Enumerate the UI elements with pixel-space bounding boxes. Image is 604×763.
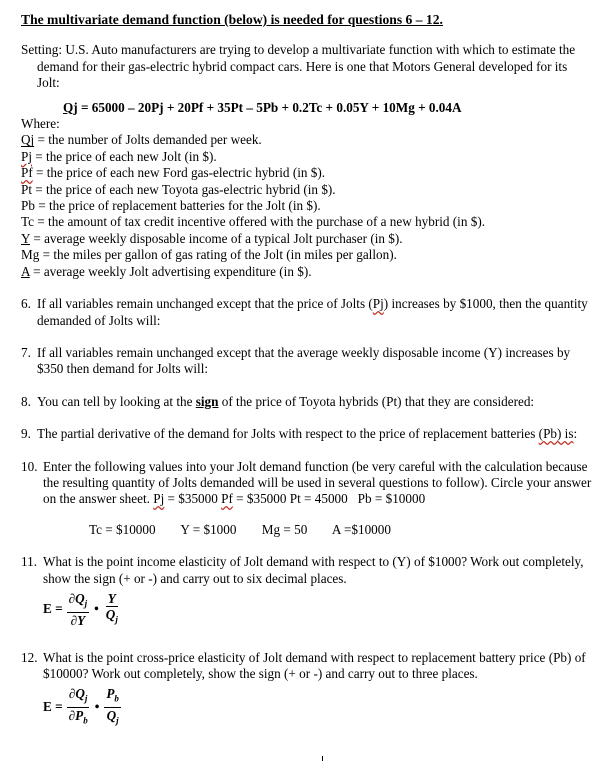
pf-value: = $35000 [232,491,290,507]
definition-text: = the number of Jolts demanded per week. [34,132,262,148]
definition-symbol: Pb [21,198,35,214]
definition-list [21,132,593,280]
question-text: Enter the following values into your Jolt demand function (be very careful with the calculation because the resulting quantity of Jolts demanded will be used in several questions to follow). Circle your answer on the answer sheet. [43,458,592,507]
question-number: 10. [21,458,38,474]
subscript: j [84,598,88,609]
definition-symbol: Mg [21,247,40,263]
question-number: 11. [21,554,37,570]
pb-symbol: (Pb) is [538,426,574,442]
definition-pb [21,198,593,214]
question-text: You can tell by looking at the [37,393,196,409]
equation-rhs: = 65000 – 20Pj + 20Pf + 35Pt – 5Pb + 0.2Tc + 0.05Y + 10Mg + 0.04A [77,99,462,115]
pt-value: Pt = 45000 [289,491,348,507]
question-7 [21,345,593,378]
a-value: A =$10000 [331,521,391,537]
question-number: 9. [21,426,31,442]
equation-lhs: Qj [63,99,78,115]
partial-derivative-fraction [67,686,90,728]
question-text: : [573,426,578,442]
definition-text: = the price of each new Jolt (in $). [32,148,217,164]
subscript: j [116,715,119,726]
pb-value: Pb = $10000 [357,491,426,507]
denominator: ∂P [68,708,84,724]
question-10-values [21,522,593,538]
pf-symbol: Pf [221,491,233,507]
where-label: Where: [21,116,60,132]
demand-equation [21,100,593,116]
denominator: Q [105,606,116,622]
question-text: If all variables remain unchanged except that the price of Jolts ( [37,296,373,312]
elasticity-label: E = [43,699,63,715]
numerator: ∂Q [68,686,85,702]
numerator: P [106,686,115,702]
numerator: Y [107,590,116,606]
tc-value: Tc = $10000 [89,521,156,537]
question-6 [21,296,593,329]
numerator: ∂Q [68,590,85,606]
question-number: 8. [21,393,31,409]
definition-pf [21,165,593,181]
question-number: 7. [21,344,31,360]
income-elasticity-formula [43,591,593,628]
question-8 [21,394,593,410]
question-11 [21,554,593,587]
definition-text: = the price of each new Ford gas-electric hybrid (in $). [32,165,326,181]
y-value: Y = $1000 [180,521,237,537]
subscript: b [114,694,119,705]
definition-mg [21,247,593,263]
definition-text: = the amount of tax credit incentive offered with the purchase of a new hybrid (in $). [34,214,486,230]
definition-text: = the miles per gallon of gas rating of the Jolt (in miles per gallon). [39,247,397,263]
ratio-fraction [104,591,120,628]
setting-paragraph: Setting: U.S. Auto manufacturers are trying to develop a multivariate function with which to estimate the demand for their gas-electric hybrid compact cars. Here is one that Motors General developed for its Jolt: [21,42,576,91]
question-12 [21,650,593,683]
definition-text: = average weekly Jolt advertising expenditure (in $). [29,263,312,279]
denominator: ∂Y [70,612,86,628]
definition-symbol: Qj [21,132,35,148]
multiply-dot: • [94,699,100,715]
question-9 [21,426,593,442]
definition-symbol: Tc [21,214,34,230]
definition-pj [21,149,593,165]
multiply-dot: • [94,601,99,617]
definition-symbol: Pj [21,148,32,164]
question-number: 12. [21,649,38,665]
mg-value: Mg = 50 [261,521,308,537]
question-number: 6. [21,296,31,312]
definition-text: = average weekly disposable income of a typical Jolt purchaser (in $). [30,230,403,246]
pj-symbol: Pj [153,491,165,507]
page-mark [322,756,323,761]
document [21,12,593,729]
subscript: j [84,694,88,705]
definition-a [21,264,593,280]
definition-symbol: Pf [21,165,33,181]
cross-price-elasticity-formula [43,686,593,728]
question-text: If all variables remain unchanged except that the average weekly disposable income (Y) increases by $350 then demand for Jolts will: [37,344,571,377]
denominator: Q [106,708,117,724]
definition-symbol: A [21,263,30,279]
definition-tc [21,214,593,230]
definition-qj [21,132,593,148]
question-text: The partial derivative of the demand for Jolts with respect to the price of replacement batteries [37,426,539,442]
definition-symbol: Pt [21,181,32,197]
definition-text: = the price of each new Toyota gas-electric hybrid (in $). [32,181,336,197]
question-text: What is the point cross-price elasticity of Jolt demand with respect to replacement battery price (Pb) of $10000? Work out completely, show the sign (+ or -) and carry out to three places. [43,649,586,682]
ratio-fraction [104,686,121,728]
partial-derivative-fraction [67,591,90,628]
price-jolt-symbol: Pj [372,296,384,312]
question-text: What is the point income elasticity of Jolt demand with respect to (Y) of $1000? Work out completely, show the sign (+ or -) and carry out to six decimal places. [43,554,584,586]
definition-pt [21,182,593,198]
page-title: The multivariate demand function (below) is needed for questions 6 – 12. [21,12,443,27]
question-text: of the price of Toyota hybrids (Pt) that they are considered: [218,393,535,409]
question-text: ) increases by $1000, then the quantity demanded of Jolts will: [37,296,588,328]
question-10 [21,459,593,508]
definition-y [21,231,593,247]
definition-symbol: Y [21,230,31,246]
elasticity-label: E = [43,601,63,617]
subscript: b [83,715,88,726]
subscript: j [115,614,118,625]
definition-text: = the price of replacement batteries for the Jolt (in $). [34,198,321,214]
sign-emphasis: sign [195,393,219,409]
pj-value: = $35000 [164,491,222,507]
